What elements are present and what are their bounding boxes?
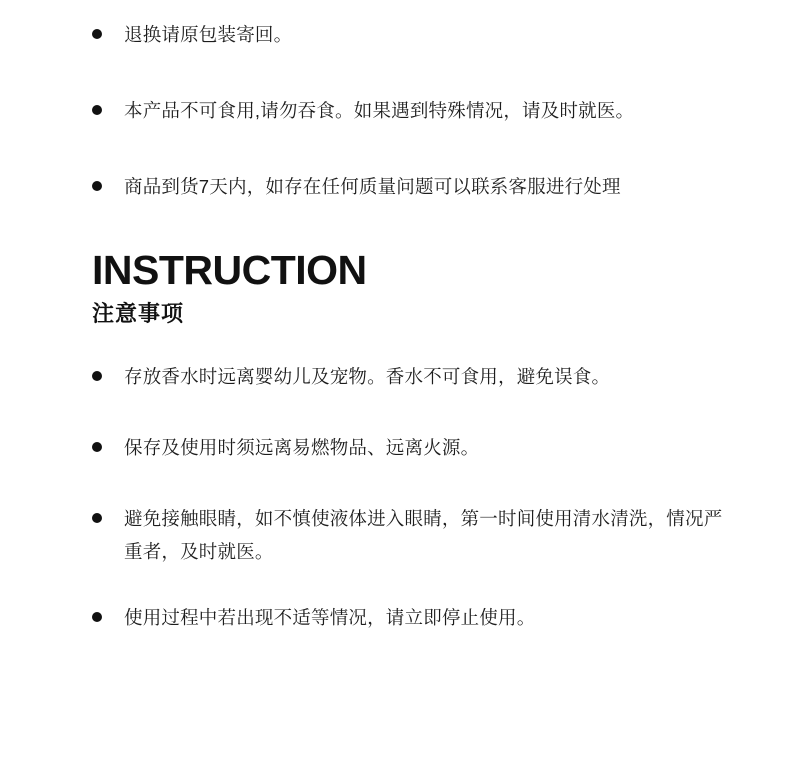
list-item-text: 保存及使用时须远离易燃物品、远离火源。 bbox=[124, 437, 480, 458]
list-item bbox=[92, 431, 730, 464]
return-policy-list bbox=[92, 0, 730, 203]
bullet-dot-icon bbox=[92, 612, 102, 622]
list-item bbox=[92, 94, 730, 127]
list-item-text: 使用过程中若出现不适等情况，请立即停止使用。 bbox=[124, 607, 536, 628]
list-item-text: 避免接触眼睛，如不慎使液体进入眼睛，第一时间使用清水清洗，情况严重者，及时就医。 bbox=[124, 508, 723, 562]
list-item bbox=[92, 170, 730, 203]
bullet-dot-icon bbox=[92, 29, 102, 39]
list-item-text: 退换请原包装寄回。 bbox=[124, 24, 293, 45]
list-item bbox=[92, 18, 730, 51]
section-heading bbox=[92, 246, 730, 330]
heading-english: INSTRUCTION bbox=[92, 247, 367, 293]
list-item-text: 本产品不可食用,请勿吞食。如果遇到特殊情况，请及时就医。 bbox=[124, 100, 635, 121]
list-item-text: 商品到货7天内，如存在任何质量问题可以联系客服进行处理 bbox=[124, 176, 621, 197]
bullet-dot-icon bbox=[92, 371, 102, 381]
heading-chinese: 注意事项 bbox=[92, 301, 185, 326]
list-item bbox=[92, 601, 730, 634]
bullet-dot-icon bbox=[92, 442, 102, 452]
bullet-dot-icon bbox=[92, 513, 102, 523]
list-item bbox=[92, 502, 730, 568]
bullet-dot-icon bbox=[92, 105, 102, 115]
precautions-list bbox=[92, 360, 730, 634]
list-item-text: 存放香水时远离婴幼儿及宠物。香水不可食用，避免误食。 bbox=[124, 366, 611, 387]
list-item bbox=[92, 360, 730, 393]
bullet-dot-icon bbox=[92, 181, 102, 191]
